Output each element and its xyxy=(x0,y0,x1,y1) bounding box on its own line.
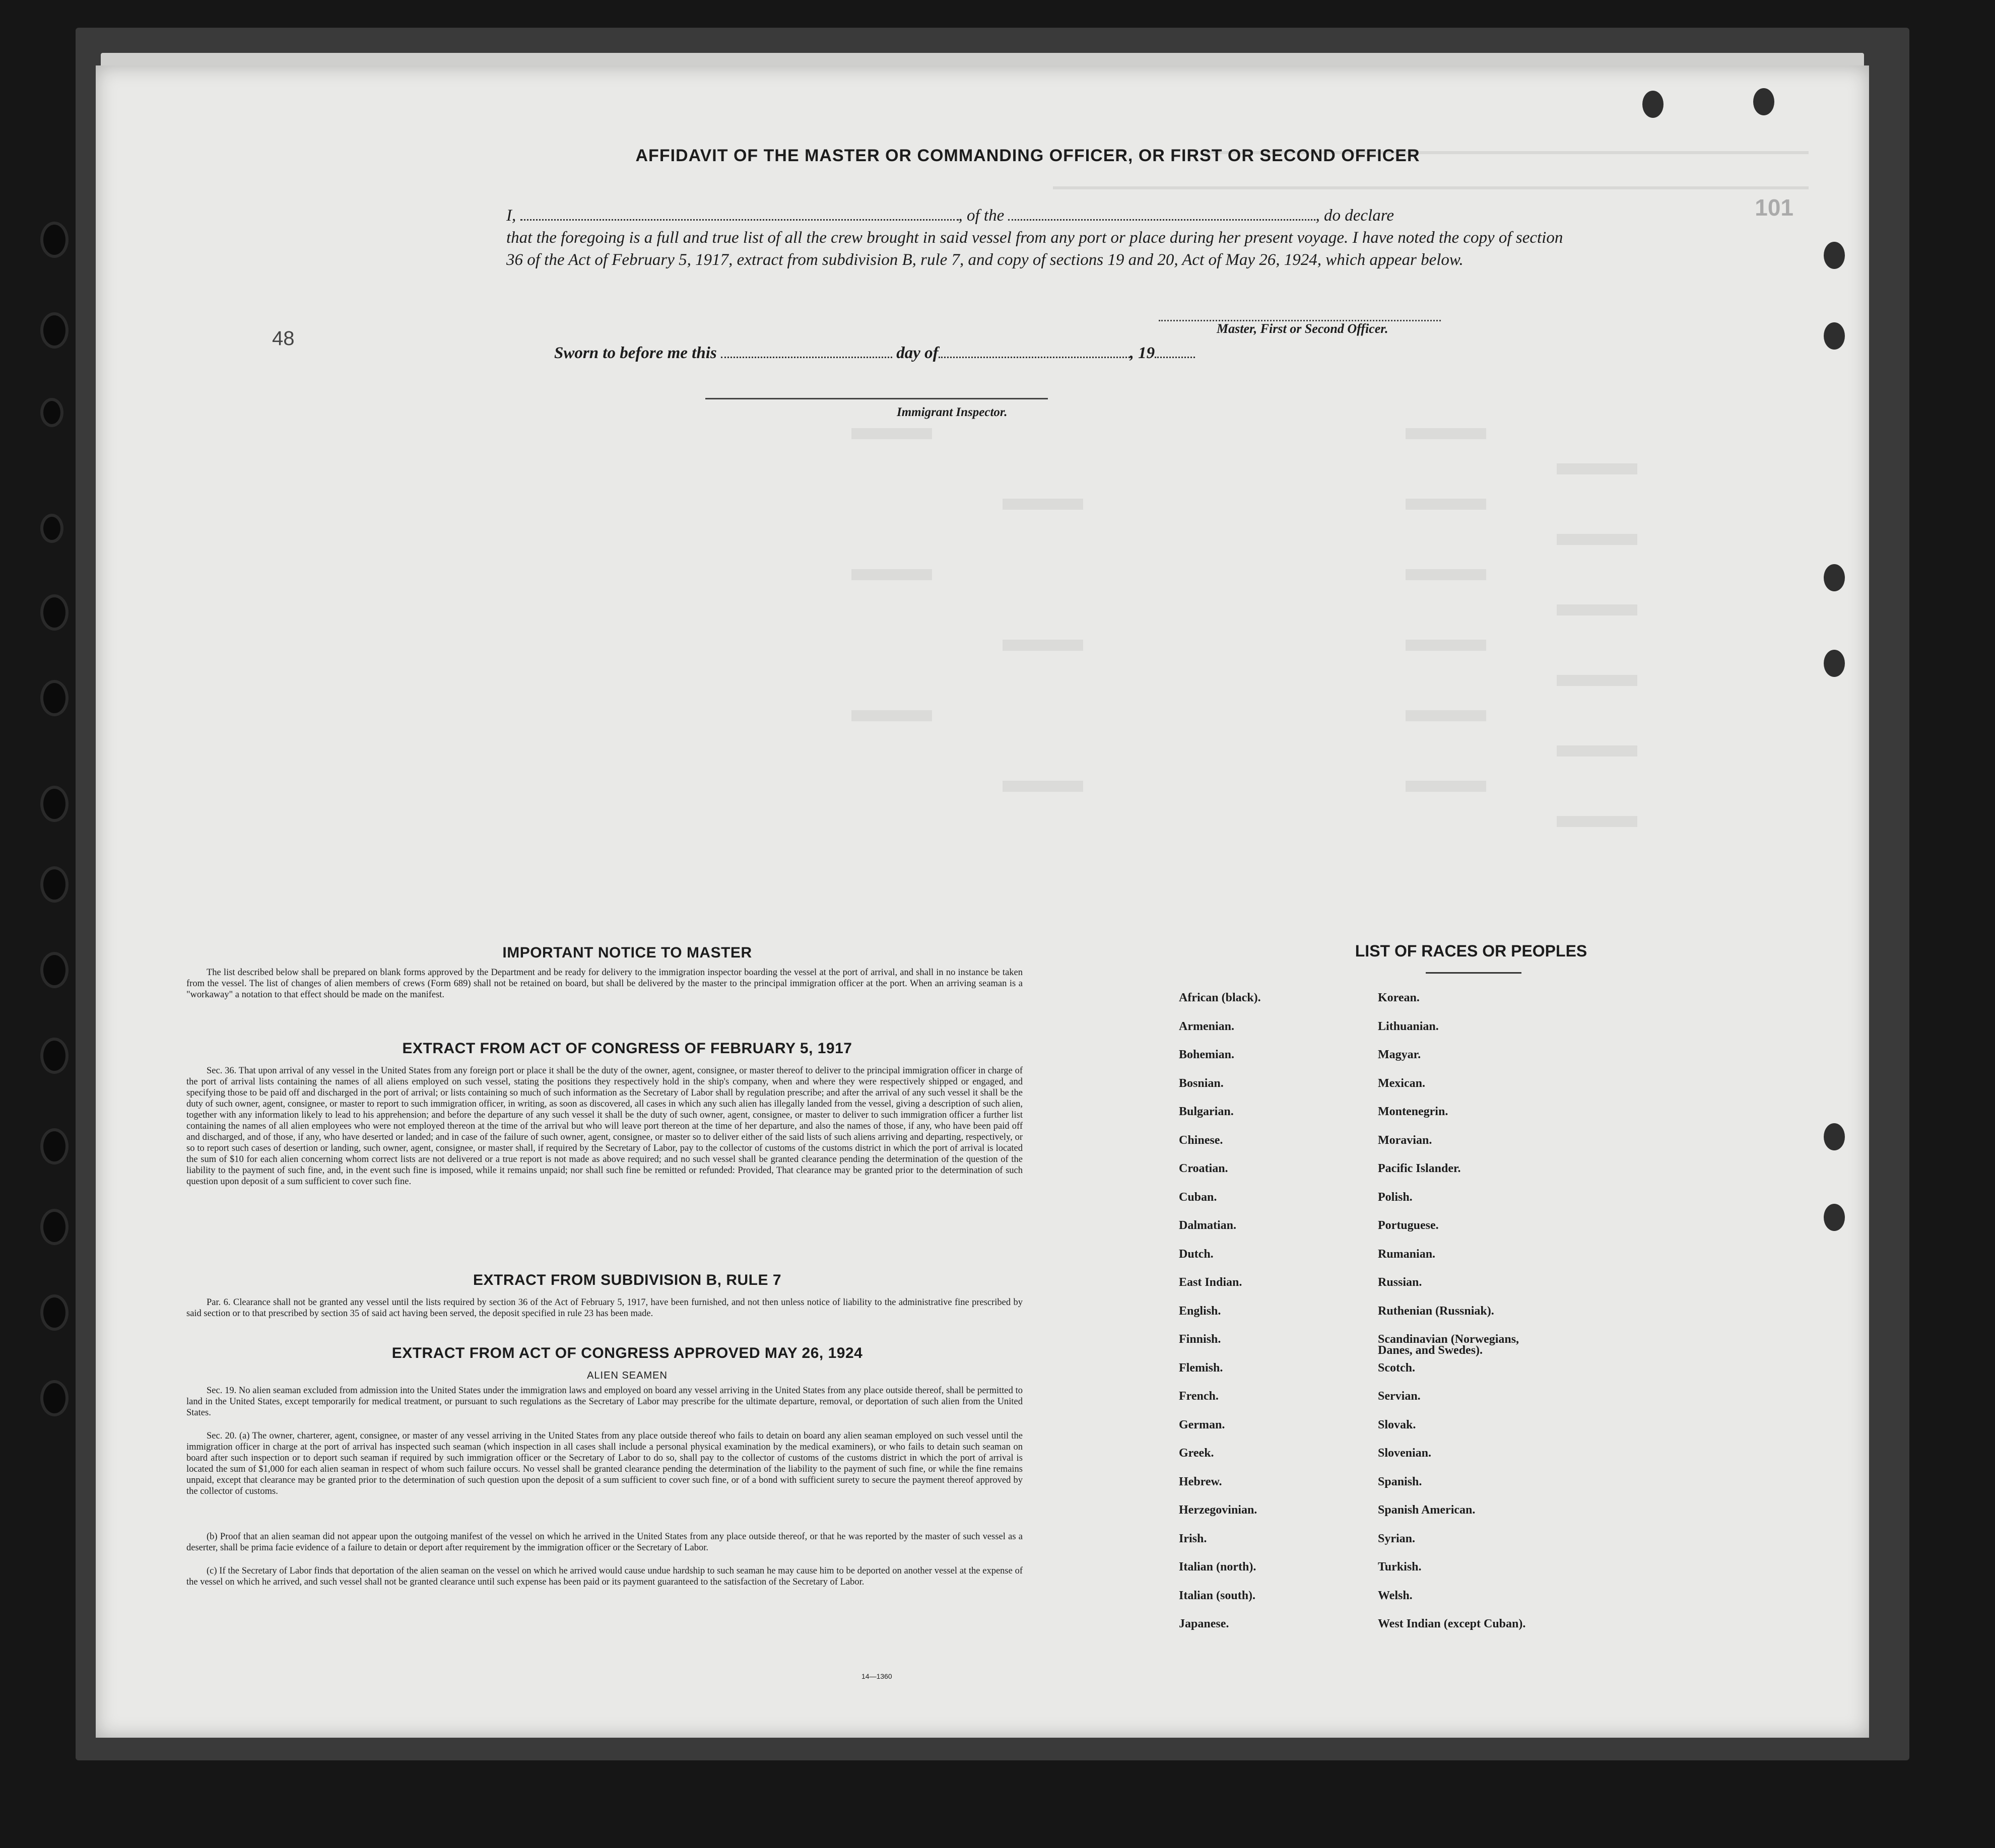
race-item: Bosnian. xyxy=(1179,1076,1224,1090)
race-item: Magyar. xyxy=(1378,1048,1421,1061)
binding-hole xyxy=(40,786,69,822)
race-item: Russian. xyxy=(1378,1276,1422,1289)
name-blank xyxy=(520,204,959,221)
race-item: Scandinavian (Norwegians, Danes, and Swedes). xyxy=(1378,1333,1519,1357)
race-item: Syrian. xyxy=(1378,1532,1416,1545)
race-item: Turkish. xyxy=(1378,1560,1422,1573)
race-item: Greek. xyxy=(1179,1447,1214,1460)
affidavit-declaration-line xyxy=(506,204,1579,227)
extract-1924-sec20c: (c) If the Secretary of Labor finds that deportation of the alien seaman on the vessel on which he arrived would cause undue hardship to such seaman he may cause him to be deported on another vessel at the expense of the vessel on which he arrived, and such vessel shall not be granted clearance until such expense has been paid or its payment guaranteed to the satisfaction of the Secretary of Labor. xyxy=(186,1566,1023,1587)
notice-text: The list described below shall be prepared on blank forms approved by the Department and be ready for delivery to the immigration inspector boarding the vessel at the port of arrival, and shall in no instance be taken from the vessel. The list of changes of alien members of crews (Form 689) shall not be retained on board, but shall be delivered by the master to the principal immigration officer at the port. When an arriving seaman is a "workaway" a notation to that effect should be made on the manifest. xyxy=(186,968,1023,1000)
binding-hole xyxy=(40,398,63,427)
affidavit-of-the: , of the xyxy=(958,207,1005,225)
corner-page-number: 101 xyxy=(1755,194,1793,221)
race-item: Italian (north). xyxy=(1179,1560,1256,1573)
race-item: Herzegovinian. xyxy=(1179,1503,1257,1517)
binding-hole xyxy=(40,514,63,543)
race-item: Italian (south). xyxy=(1179,1589,1256,1602)
race-item: Pacific Islander. xyxy=(1378,1162,1461,1175)
punch-hole xyxy=(1824,1204,1845,1231)
punch-hole xyxy=(1824,650,1845,677)
affidavit-i: I, xyxy=(506,207,516,225)
sworn-month-blank xyxy=(939,341,1130,358)
race-item: Japanese. xyxy=(1179,1617,1229,1630)
binding-hole xyxy=(40,952,69,988)
race-item: English. xyxy=(1179,1304,1221,1318)
race-item: Lithuanian. xyxy=(1378,1019,1439,1033)
binding-hole xyxy=(40,1294,69,1331)
sworn-day-of: day of xyxy=(896,344,939,362)
race-item: Chinese. xyxy=(1179,1133,1223,1147)
race-item: Spanish. xyxy=(1378,1475,1422,1488)
races-title-rule xyxy=(1426,972,1521,974)
race-item: West Indian (except Cuban). xyxy=(1378,1617,1526,1630)
punch-hole xyxy=(1642,91,1664,118)
binding-hole xyxy=(40,222,69,258)
race-item: Dutch. xyxy=(1179,1247,1214,1261)
race-item: Korean. xyxy=(1378,991,1420,1004)
race-item: Slovenian. xyxy=(1378,1447,1432,1460)
punch-hole xyxy=(1824,322,1845,350)
race-item: Dalmatian. xyxy=(1179,1219,1236,1232)
punch-hole xyxy=(1753,88,1774,115)
race-item: Armenian. xyxy=(1179,1019,1234,1033)
affidavit-title: AFFIDAVIT OF THE MASTER OR COMMANDING OFFICER, OR FIRST OR SECOND OFFICER xyxy=(635,146,1420,165)
race-item: Spanish American. xyxy=(1378,1503,1476,1517)
inspector-signature-line xyxy=(705,398,1048,399)
race-item: Welsh. xyxy=(1378,1589,1413,1602)
binding-hole xyxy=(40,312,69,349)
race-item: Montenegrin. xyxy=(1378,1105,1448,1118)
sheet-number: 48 xyxy=(272,327,295,350)
binding-hole xyxy=(40,1209,69,1245)
race-item: Scotch. xyxy=(1378,1361,1415,1375)
extract-rule7-title: EXTRACT FROM SUBDIVISION B, RULE 7 xyxy=(473,1272,782,1288)
inspector-caption: Immigrant Inspector. xyxy=(897,405,1008,419)
race-item: Slovak. xyxy=(1378,1418,1416,1431)
extract-1924-sec19: Sec. 19. No alien seaman excluded from admission into the United States under the immigration laws and employed on board any vessel arriving in the United States from any place outside thereof, shall be permitted to land in the United States, except temporarily for medical treatment, or pursuant to such regulations as the Secretary of Labor may prescribe for the ultimate departure, removal, or deportation of such alien from the United States. xyxy=(186,1386,1023,1418)
race-item: Irish. xyxy=(1179,1532,1207,1545)
extract-1917-text: Sec. 36. That upon arrival of any vessel in the United States from any foreign port or place it shall be the duty of the owner, agent, consignee, or master thereof to deliver to the principal immigration officer in charge of the port of arrival lists containing the names of all aliens employed on such vessel, stating the positions they respectively hold in the ship's company, when and where they were respectively shipped or engaged, and specifying those to be paid off and discharged in the port of arrival; or lists containing so much of such information as the Secretary of Labor shall by regulation prescribe; and after the arrival of any such vessel it shall be the duty of such owner, agent, consignee, or master to report to such immigration officer, in writing, as soon as discovered, all cases in which any such alien has illegally landed from the vessel, giving a description of such alien, together with any information likely to lead to his apprehension; and before the departure of any such vessel it shall be the duty of such owner, agent, consignee, or master to deliver to such immigration officer a further list containing the names of all alien employees who were not employed thereon at the time of the arrival but who will leave port thereon at the time of her departure, and also the names of those, if any, who have been paid off and discharged, and of those, if any, who have deserted or landed; and in case of the failure of such owner, agent, consignee, or master so to deliver either of the said lists of such aliens arriving and departing, respectively, or so to report such cases of desertion or landing, such owner, agent, consignee, or master shall, if required by the Secretary of Labor, pay to the collector of customs of the customs district in which the port of arrival is located the sum of $10 for each alien concerning whom correct lists are not delivered or a true report is not made as above required; and no such vessel shall be granted clearance pending the determination of the question of the liability to the payment of such fine, and, in the event such fine is imposed, while it remains unpaid; nor shall such fine be remitted or refunded: Provided, That clearance may be granted prior to the determination of such question upon deposit of a sum sufficient to cover such fine. xyxy=(186,1066,1023,1187)
race-item: Hebrew. xyxy=(1179,1475,1222,1488)
sworn-year: , 19 xyxy=(1129,344,1155,362)
race-item: Servian. xyxy=(1378,1390,1421,1403)
race-item: Rumanian. xyxy=(1378,1247,1436,1261)
race-item: Bohemian. xyxy=(1179,1048,1235,1061)
race-item: Ruthenian (Russniak). xyxy=(1378,1304,1494,1318)
race-item: East Indian. xyxy=(1179,1276,1242,1289)
race-item: French. xyxy=(1179,1390,1219,1403)
binding-hole xyxy=(40,680,69,716)
race-item: Portuguese. xyxy=(1378,1219,1439,1232)
race-item: Moravian. xyxy=(1378,1133,1432,1147)
races-title: LIST OF RACES OR PEOPLES xyxy=(1355,942,1587,960)
sworn-line xyxy=(554,341,1195,363)
race-item: African (black). xyxy=(1179,991,1261,1004)
race-item: Finnish. xyxy=(1179,1333,1221,1346)
races-left-column xyxy=(1179,992,1261,1647)
affidavit-statement: that the foregoing is a full and true list of all the crew brought in said vessel from any port or place during her present voyage. I have noted the copy of section 36 of the Act of February 5, 1917, extract from subdivision B, rule 7, and copy of sections 19 and 20, Act of May 26, 1924, which appear below. xyxy=(506,229,1563,269)
extract-1924-sec20a: Sec. 20. (a) The owner, charterer, agent, consignee, or master of any vessel arriving in the United States from any place outside thereof who fails to detain on board any alien seaman employed on such vessel until the immigration officer in charge at the port of arrival has inspected such seaman (which inspection in all cases shall include a personal physical examination by the medical examiners), or who fails to detain such seaman on board after such inspection or to deport such seaman if required by such immigration officer or the Secretary of Labor to do so, shall pay to the collector of customs of the customs district in which the port of arrival is located the sum of $1,000 for each alien seaman in respect of whom such failure occurs. No vessel shall be granted clearance pending the determination of the liability to the payment of such fine, or while the fine remains unpaid, except that clearance may be granted prior to the determination of such question upon the deposit of a sum sufficient to cover such fine, or of a bond with sufficient surety to secure the payment thereof approved by the collector of customs. xyxy=(186,1431,1023,1496)
binding-hole xyxy=(40,594,69,631)
race-item: Flemish. xyxy=(1179,1361,1223,1375)
binding-hole xyxy=(40,1380,69,1416)
race-item: Croatian. xyxy=(1179,1162,1228,1175)
race-item: Bulgarian. xyxy=(1179,1105,1234,1118)
affidavit-body xyxy=(506,204,1579,271)
punch-hole xyxy=(1824,242,1845,269)
extract-rule7-text: Par. 6. Clearance shall not be granted any vessel until the lists required by section 36 of the Act of February 5, 1917, have been furnished, and not then unless notice of liability to the administrative fine prescribed by said section or to that prescribed by section 35 of said act having been served, the deposit specified in rule 23 has been made. xyxy=(186,1297,1023,1319)
form-number: 14—1360 xyxy=(861,1672,892,1680)
extract-1917-title: EXTRACT FROM ACT OF CONGRESS OF FEBRUARY 5, 1917 xyxy=(402,1040,852,1057)
sworn-day-blank xyxy=(721,341,892,358)
punch-hole xyxy=(1824,564,1845,591)
binding-hole xyxy=(40,1038,69,1074)
manifest-back-page xyxy=(96,65,1869,1738)
race-item: Cuban. xyxy=(1179,1190,1217,1204)
binding-hole xyxy=(40,1128,69,1165)
race-item: German. xyxy=(1179,1418,1225,1431)
affidavit-declare: , do declare xyxy=(1315,207,1394,225)
race-item: Polish. xyxy=(1378,1190,1413,1204)
notice-title: IMPORTANT NOTICE TO MASTER xyxy=(502,944,752,961)
binding-hole xyxy=(40,866,69,903)
race-item: Mexican. xyxy=(1378,1076,1425,1090)
sworn-prefix: Sworn to before me this xyxy=(554,344,717,362)
races-right-column xyxy=(1378,992,1525,1647)
alien-seamen-subtitle: ALIEN SEAMEN xyxy=(587,1370,668,1381)
sworn-year-blank xyxy=(1155,341,1195,358)
extract-1924-title: EXTRACT FROM ACT OF CONGRESS APPROVED MAY 26, 1924 xyxy=(391,1345,863,1361)
master-caption: Master, First or Second Officer. xyxy=(1217,321,1388,336)
punch-hole xyxy=(1824,1123,1845,1150)
vessel-blank xyxy=(1008,204,1315,221)
extract-1924-sec20b: (b) Proof that an alien seaman did not appear upon the outgoing manifest of the vessel on which he arrived in the United States from any place outside thereof, or that he was reported by the master of such vessel as a deserter, shall be prima facie evidence of a failure to detain or deport after requirement by the immigration officer or the Secretary of Labor. xyxy=(186,1532,1023,1553)
